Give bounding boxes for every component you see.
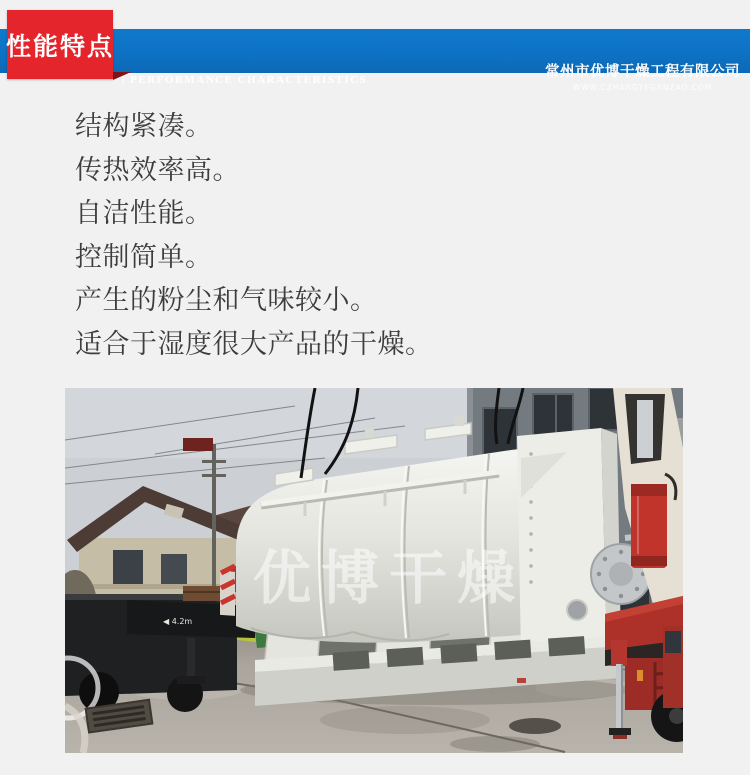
product-photo: [65, 388, 683, 753]
feature-item: 结构紧凑。: [75, 111, 213, 142]
section-title: 性能特点: [6, 31, 115, 61]
small-marker: [517, 678, 526, 683]
feature-item: 传热效率高。: [75, 154, 240, 186]
company-name: 常州市优博干燥工程有限公司: [545, 64, 740, 80]
feature-item: 适合于湿度很大产品的干燥。: [75, 328, 433, 360]
boom-length-label: ◀ 4.2m: [163, 617, 193, 626]
feature-item: 产生的粉尘和气味较小。: [75, 285, 378, 316]
banner-company-block: [545, 60, 740, 92]
section-title-badge: [7, 10, 113, 79]
watermark-text: 优博干燥: [253, 544, 526, 612]
company-website: WWW.CZHANGYEGANZAO.COM: [572, 83, 713, 92]
feature-list: [75, 105, 433, 366]
badge-fold-ribbon: [113, 72, 131, 80]
section-subtitle-en: | PERFORMANCE CHARACTERISTICS: [122, 74, 368, 86]
feature-item: 控制简单。: [75, 241, 213, 273]
feature-item: 自洁性能。: [75, 198, 213, 229]
ground-stain: [509, 718, 561, 734]
